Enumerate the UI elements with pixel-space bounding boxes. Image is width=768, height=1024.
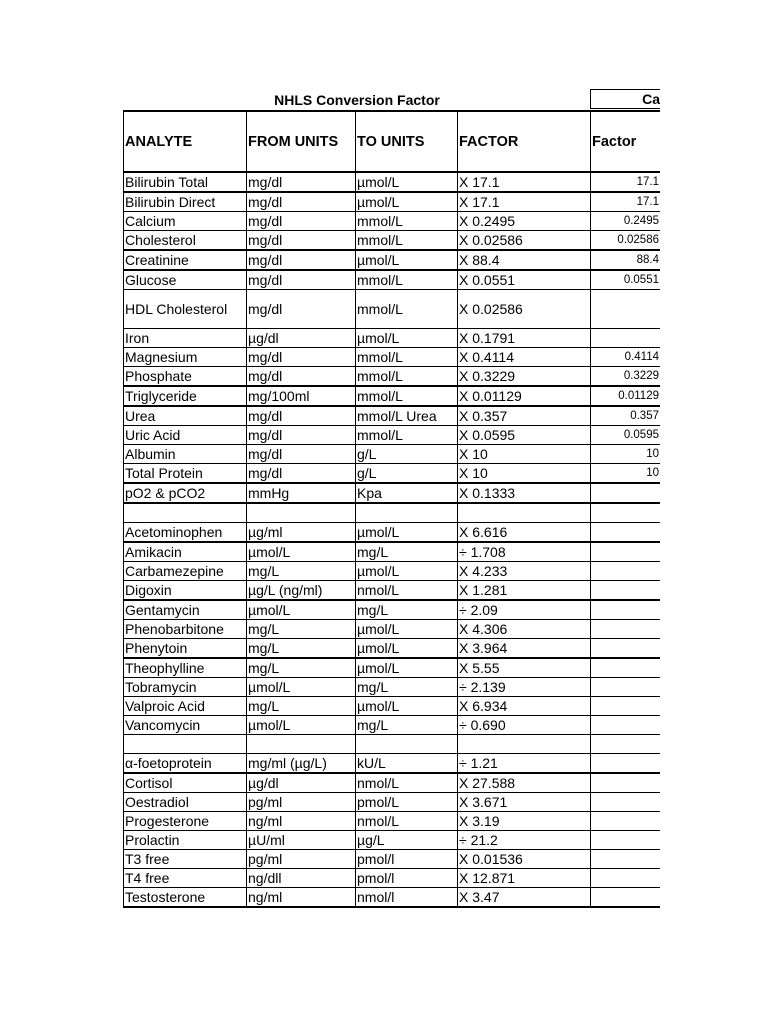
cell-factor: X 3.19 [458, 812, 591, 831]
cell-factor-2 [591, 290, 661, 329]
cell-factor-2: 0.3229 [591, 367, 661, 387]
cell-to-units: µmol/L [356, 250, 458, 270]
table-row [124, 386, 661, 406]
cell-factor-2 [591, 850, 661, 869]
cell-to-units: pmol/L [356, 793, 458, 812]
cell-to-units [356, 735, 458, 754]
cell-analyte: Phosphate [124, 367, 247, 387]
cell-factor-2 [591, 581, 661, 601]
cell-analyte: Testosterone [124, 888, 247, 908]
cell-analyte: Glucose [124, 270, 247, 290]
cell-factor-2 [591, 503, 661, 523]
cell-factor-2 [591, 716, 661, 735]
cell-factor: X 0.1333 [458, 483, 591, 503]
cell-factor: X 3.671 [458, 793, 591, 812]
header-factor-2: Factor [591, 111, 661, 172]
cell-analyte: Carbamezepine [124, 562, 247, 581]
cell-from-units: mg/dl [247, 426, 356, 445]
cell-to-units: µmol/L [356, 639, 458, 659]
cell-from-units: mg/dl [247, 406, 356, 426]
cell-from-units: mg/dl [247, 172, 356, 192]
cell-analyte: Triglyceride [124, 386, 247, 406]
table-row [124, 445, 661, 464]
table-row [124, 716, 661, 735]
cell-from-units: mg/L [247, 639, 356, 659]
cell-factor: ÷ 2.139 [458, 678, 591, 697]
cell-from-units: mg/L [247, 620, 356, 639]
cell-from-units: mg/L [247, 562, 356, 581]
cell-analyte: Tobramycin [124, 678, 247, 697]
cell-to-units: Kpa [356, 483, 458, 503]
cell-analyte [124, 503, 247, 523]
cell-analyte: Phenobarbitone [124, 620, 247, 639]
cell-from-units: mg/dl [247, 445, 356, 464]
table-row [124, 406, 661, 426]
cell-from-units: µg/L (ng/ml) [247, 581, 356, 601]
cell-factor-2: 17.1 [591, 192, 661, 212]
cell-factor-2 [591, 697, 661, 716]
cell-from-units: pg/ml [247, 850, 356, 869]
cell-factor: X 4.306 [458, 620, 591, 639]
cell-factor: X 0.0551 [458, 270, 591, 290]
cell-factor-2 [591, 793, 661, 812]
table-row [124, 503, 661, 523]
cell-from-units: µg/dl [247, 773, 356, 793]
cell-analyte [124, 735, 247, 754]
cell-to-units: mmol/L [356, 367, 458, 387]
cell-analyte: Iron [124, 329, 247, 348]
cell-factor-2 [591, 888, 661, 908]
cell-factor-2 [591, 562, 661, 581]
cell-factor-2 [591, 812, 661, 831]
cell-analyte: Valproic Acid [124, 697, 247, 716]
cell-from-units: µg/dl [247, 329, 356, 348]
cell-analyte: Progesterone [124, 812, 247, 831]
cell-from-units: µmol/L [247, 600, 356, 620]
cell-factor-2: 0.357 [591, 406, 661, 426]
cell-factor: X 10 [458, 445, 591, 464]
cell-factor-2 [591, 523, 661, 543]
cell-factor-2 [591, 658, 661, 678]
table-row [124, 773, 661, 793]
table-row [124, 754, 661, 774]
cell-factor: ÷ 21.2 [458, 831, 591, 850]
cell-analyte: pO2 & pCO2 [124, 483, 247, 503]
cell-to-units: g/L [356, 464, 458, 484]
cell-to-units: kU/L [356, 754, 458, 774]
cell-to-units: µmol/L [356, 329, 458, 348]
table-row [124, 581, 661, 601]
cell-analyte: Amikacin [124, 542, 247, 562]
table-row [124, 562, 661, 581]
cell-analyte: Magnesium [124, 348, 247, 367]
cell-from-units: mg/L [247, 697, 356, 716]
header-to-units: TO UNITS [356, 111, 458, 172]
cell-to-units: pmol/l [356, 869, 458, 888]
cell-to-units: nmol/L [356, 812, 458, 831]
cell-to-units: µmol/L [356, 192, 458, 212]
cell-from-units: µg/ml [247, 523, 356, 543]
cell-from-units: mg/dl [247, 348, 356, 367]
cell-analyte: Albumin [124, 445, 247, 464]
cell-to-units: µmol/L [356, 697, 458, 716]
table-row [124, 793, 661, 812]
cell-analyte: Digoxin [124, 581, 247, 601]
conversion-table [123, 110, 660, 908]
cell-from-units: ng/dll [247, 869, 356, 888]
cell-factor [458, 503, 591, 523]
cell-to-units: nmol/l [356, 888, 458, 908]
cell-factor: ÷ 1.21 [458, 754, 591, 774]
cell-factor: X 27.588 [458, 773, 591, 793]
cell-factor: ÷ 2.09 [458, 600, 591, 620]
table-row [124, 483, 661, 503]
header-analyte: ANALYTE [124, 111, 247, 172]
table-row [124, 212, 661, 231]
cell-factor-2 [591, 754, 661, 774]
cell-to-units: µmol/L [356, 658, 458, 678]
cell-from-units: mg/L [247, 658, 356, 678]
cell-to-units: mmol/L [356, 231, 458, 251]
cell-factor: X 0.357 [458, 406, 591, 426]
cell-to-units: nmol/L [356, 773, 458, 793]
cell-analyte: Bilirubin Direct [124, 192, 247, 212]
table-row [124, 620, 661, 639]
cell-factor: X 6.616 [458, 523, 591, 543]
cell-analyte: Vancomycin [124, 716, 247, 735]
cell-to-units: pmol/l [356, 850, 458, 869]
cell-from-units: mg/100ml [247, 386, 356, 406]
cell-factor-2: 88.4 [591, 250, 661, 270]
table-row [124, 600, 661, 620]
cell-to-units: mmol/L [356, 348, 458, 367]
cell-to-units: mmol/L [356, 426, 458, 445]
cell-analyte: Uric Acid [124, 426, 247, 445]
cell-from-units: mg/dl [247, 212, 356, 231]
cell-from-units: mg/dl [247, 250, 356, 270]
table-row [124, 367, 661, 387]
cell-factor-2 [591, 542, 661, 562]
cell-from-units: mg/dl [247, 192, 356, 212]
cell-factor-2: 10 [591, 464, 661, 484]
table-row [124, 639, 661, 659]
table-row [124, 172, 661, 192]
cell-analyte: Cortisol [124, 773, 247, 793]
cell-analyte: Gentamycin [124, 600, 247, 620]
cell-factor-2 [591, 620, 661, 639]
table-row [124, 426, 661, 445]
cell-factor-2 [591, 600, 661, 620]
table-row [124, 523, 661, 543]
table-row [124, 329, 661, 348]
header-from-units: FROM UNITS [247, 111, 356, 172]
cell-factor-2 [591, 639, 661, 659]
cell-analyte: HDL Cholesterol [124, 290, 247, 329]
cell-analyte: Acetominophen [124, 523, 247, 543]
cell-analyte: T4 free [124, 869, 247, 888]
table-row [124, 192, 661, 212]
cell-analyte: Phenytoin [124, 639, 247, 659]
cell-factor-2: 0.0595 [591, 426, 661, 445]
cell-from-units: ng/ml [247, 812, 356, 831]
cell-from-units: mmHg [247, 483, 356, 503]
table-row [124, 850, 661, 869]
table-row [124, 658, 661, 678]
table-row [124, 869, 661, 888]
cell-to-units: µmol/L [356, 562, 458, 581]
cell-factor-2: 10 [591, 445, 661, 464]
cell-to-units: mg/L [356, 678, 458, 697]
cell-to-units: µmol/L [356, 172, 458, 192]
header-factor: FACTOR [458, 111, 591, 172]
cell-analyte: Cholesterol [124, 231, 247, 251]
cell-factor: X 0.0595 [458, 426, 591, 445]
cell-factor: X 88.4 [458, 250, 591, 270]
sheet-title-right-truncated: Ca [590, 89, 660, 109]
cell-analyte: α-foetoprotein [124, 754, 247, 774]
cell-factor: X 17.1 [458, 192, 591, 212]
cell-from-units: µU/ml [247, 831, 356, 850]
cell-from-units: mg/ml (µg/L) [247, 754, 356, 774]
cell-to-units [356, 503, 458, 523]
cell-to-units: mg/L [356, 716, 458, 735]
cell-analyte: Total Protein [124, 464, 247, 484]
cell-from-units: mg/dl [247, 270, 356, 290]
cell-from-units: pg/ml [247, 793, 356, 812]
cell-to-units: mmol/L [356, 290, 458, 329]
cell-from-units: µmol/L [247, 542, 356, 562]
cell-factor: X 10 [458, 464, 591, 484]
cell-from-units: µmol/L [247, 678, 356, 697]
cell-from-units: µmol/L [247, 716, 356, 735]
cell-from-units: mg/dl [247, 290, 356, 329]
cell-factor-2 [591, 831, 661, 850]
table-row [124, 812, 661, 831]
cell-to-units: µmol/L [356, 523, 458, 543]
cell-analyte: Calcium [124, 212, 247, 231]
table-row [124, 270, 661, 290]
cell-factor: X 0.1791 [458, 329, 591, 348]
cell-factor-2: 0.02586 [591, 231, 661, 251]
cell-factor-2: 17.1 [591, 172, 661, 192]
table-row [124, 697, 661, 716]
cell-factor: X 12.871 [458, 869, 591, 888]
cell-to-units: µg/L [356, 831, 458, 850]
sheet-title: NHLS Conversion Factor [274, 92, 440, 108]
table-row [124, 888, 661, 908]
table-row [124, 250, 661, 270]
cell-to-units: nmol/L [356, 581, 458, 601]
cell-analyte: Creatinine [124, 250, 247, 270]
cell-to-units: mmol/L [356, 212, 458, 231]
cell-factor: X 6.934 [458, 697, 591, 716]
cell-analyte: Prolactin [124, 831, 247, 850]
cell-to-units: mg/L [356, 542, 458, 562]
table-row [124, 290, 661, 329]
cell-to-units: mg/L [356, 600, 458, 620]
table-row [124, 542, 661, 562]
cell-factor: X 0.4114 [458, 348, 591, 367]
cell-factor: X 0.2495 [458, 212, 591, 231]
cell-factor [458, 735, 591, 754]
cell-to-units: g/L [356, 445, 458, 464]
cell-factor: X 0.02586 [458, 290, 591, 329]
cell-factor: X 3.964 [458, 639, 591, 659]
table-row [124, 735, 661, 754]
cell-factor: X 0.01129 [458, 386, 591, 406]
cell-factor: X 0.01536 [458, 850, 591, 869]
table-row [124, 464, 661, 484]
cell-factor-2: 0.4114 [591, 348, 661, 367]
cell-factor: X 4.233 [458, 562, 591, 581]
cell-analyte: Theophylline [124, 658, 247, 678]
cell-factor: X 5.55 [458, 658, 591, 678]
cell-from-units: mg/dl [247, 464, 356, 484]
cell-factor-2: 0.2495 [591, 212, 661, 231]
table-row [124, 678, 661, 697]
cell-analyte: Urea [124, 406, 247, 426]
cell-factor: X 0.02586 [458, 231, 591, 251]
cell-factor-2 [591, 773, 661, 793]
cell-factor-2: 0.0551 [591, 270, 661, 290]
table-header-row [124, 111, 661, 172]
cell-factor-2 [591, 678, 661, 697]
cell-factor-2 [591, 329, 661, 348]
table-row [124, 348, 661, 367]
table-row [124, 831, 661, 850]
cell-factor: X 3.47 [458, 888, 591, 908]
cell-factor: X 1.281 [458, 581, 591, 601]
cell-analyte: T3 free [124, 850, 247, 869]
cell-from-units: ng/ml [247, 888, 356, 908]
cell-factor: ÷ 0.690 [458, 716, 591, 735]
cell-to-units: mmol/L Urea [356, 406, 458, 426]
cell-to-units: mmol/L [356, 386, 458, 406]
cell-from-units: mg/dl [247, 367, 356, 387]
cell-factor-2 [591, 483, 661, 503]
cell-factor: ÷ 1.708 [458, 542, 591, 562]
cell-factor-2 [591, 735, 661, 754]
cell-factor-2 [591, 869, 661, 888]
cell-factor: X 17.1 [458, 172, 591, 192]
cell-factor: X 0.3229 [458, 367, 591, 387]
cell-to-units: µmol/L [356, 620, 458, 639]
cell-from-units [247, 735, 356, 754]
cell-from-units: mg/dl [247, 231, 356, 251]
cell-analyte: Bilirubin Total [124, 172, 247, 192]
cell-factor-2: 0.01129 [591, 386, 661, 406]
table-row [124, 231, 661, 251]
cell-to-units: mmol/L [356, 270, 458, 290]
cell-analyte: Oestradiol [124, 793, 247, 812]
cell-from-units [247, 503, 356, 523]
